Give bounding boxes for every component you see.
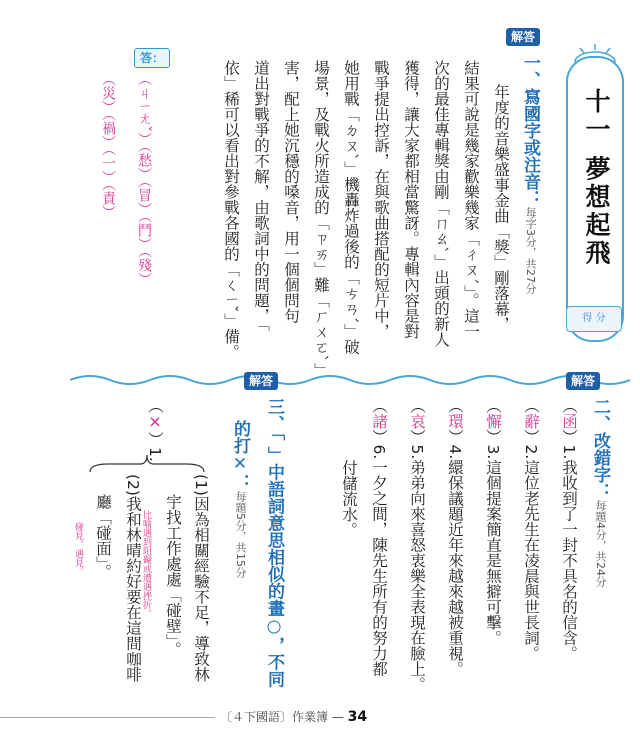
s1-line-8: 害，配上她沉穩的嗓音，用一個個問句	[282, 60, 300, 324]
section1-heading: 一、寫國字或注音：每字3分，共27分	[520, 54, 540, 294]
footer-rule	[0, 717, 215, 718]
s2-item-1: （函）1.我收到了一封不具名的信含。	[560, 398, 578, 661]
section3-heading: 三、「 」中語詞意思相似的畫○，不同	[264, 398, 284, 688]
s1-line-10: 依」稀可以看出對參戰各國的「ㄑㄧˇ」備。	[222, 60, 240, 360]
s2-item-4: （環）4.繯保議題近年來越來越被重視。	[446, 398, 464, 677]
section3-heading-2: 的打✕：每題5分，共15分	[230, 420, 250, 578]
s1-answers-1: （ㄐㄧㄤˇ）（愁）（冒）（鬥）（殘）	[136, 72, 152, 287]
s1-line-4: 獲得，讓大家都相當驚訝。專輯內容是對	[402, 60, 420, 339]
s1-line-7: 場景，及戰火所造成的「ㄗㄞ」難「ㄏㄨㄛˋ」	[312, 60, 330, 378]
answer-badge-2: 解答	[566, 372, 600, 390]
score-box: 得 分	[566, 306, 622, 332]
s3-sub1-line1: (1)因為相關經驗不足，導致林	[192, 474, 210, 682]
s2-item-6-cont: 付儲流水。	[340, 460, 358, 538]
s1-line-3: 次的最佳專輯獎由剛「ㄇㄠˋ」出頭的新人	[432, 60, 450, 347]
s3-sub1-line2: 宇找工作處處「碰壁」。	[164, 494, 182, 657]
sub-items-brace	[88, 452, 206, 474]
s2-item-6: （諸）6.一夕之間，陳先生所有的努力都	[370, 398, 388, 677]
answer-badge-1: 解答	[506, 28, 540, 46]
s3-sub2-line1: (2)我和林晴約好要在這間咖啡	[124, 474, 142, 682]
s1-line-2: 結果可說是幾家歡樂幾家「ㄔㄡˊ」。這一	[462, 60, 480, 339]
section2-heading: 二、改錯字：每題4分，共24分	[590, 398, 610, 587]
s3-sub1-note: 比喻遇到阻礙或遭遇挫折。	[141, 510, 151, 618]
s1-line-5: 戰爭提出控訴，在與歌曲搭配的短片中，	[372, 60, 390, 339]
answer-label: 答：	[134, 48, 170, 68]
s1-answers-2: （災）（禍）（一）（責）	[100, 72, 116, 219]
lesson-title: 十一 夢想起飛	[582, 88, 611, 268]
s1-line-9: 道出對戰爭的不解，由歌詞中的問題，「	[252, 60, 270, 332]
s3-sub2-line2: 廳「碰面」。	[94, 494, 112, 580]
s3-sub2-note: 碰見、遇見。	[73, 522, 83, 576]
s2-item-2: （辭）2.這位老先生在凌晨與世長詞。	[522, 398, 540, 661]
wave-divider	[70, 372, 630, 388]
s1-line-6: 她用戰「ㄉㄡˋ」機轟炸過後的「ㄘㄢˊ」破	[342, 60, 360, 355]
answer-badge-3: 解答	[244, 372, 278, 390]
s2-item-5: （哀）5.弟弟向來喜怒衷樂全表現在臉上。	[408, 398, 426, 692]
page-number: 34	[347, 709, 368, 725]
s1-line-1: 年度的音樂盛事金曲「獎」剛落幕，	[492, 84, 510, 332]
s2-item-3: （懈）3.這個提案簡直是無擗可擊。	[484, 398, 502, 646]
page-footer: 〔４下國語〕作業簿 — 34	[220, 709, 368, 725]
s3-q1: （✕）1.	[146, 398, 164, 462]
